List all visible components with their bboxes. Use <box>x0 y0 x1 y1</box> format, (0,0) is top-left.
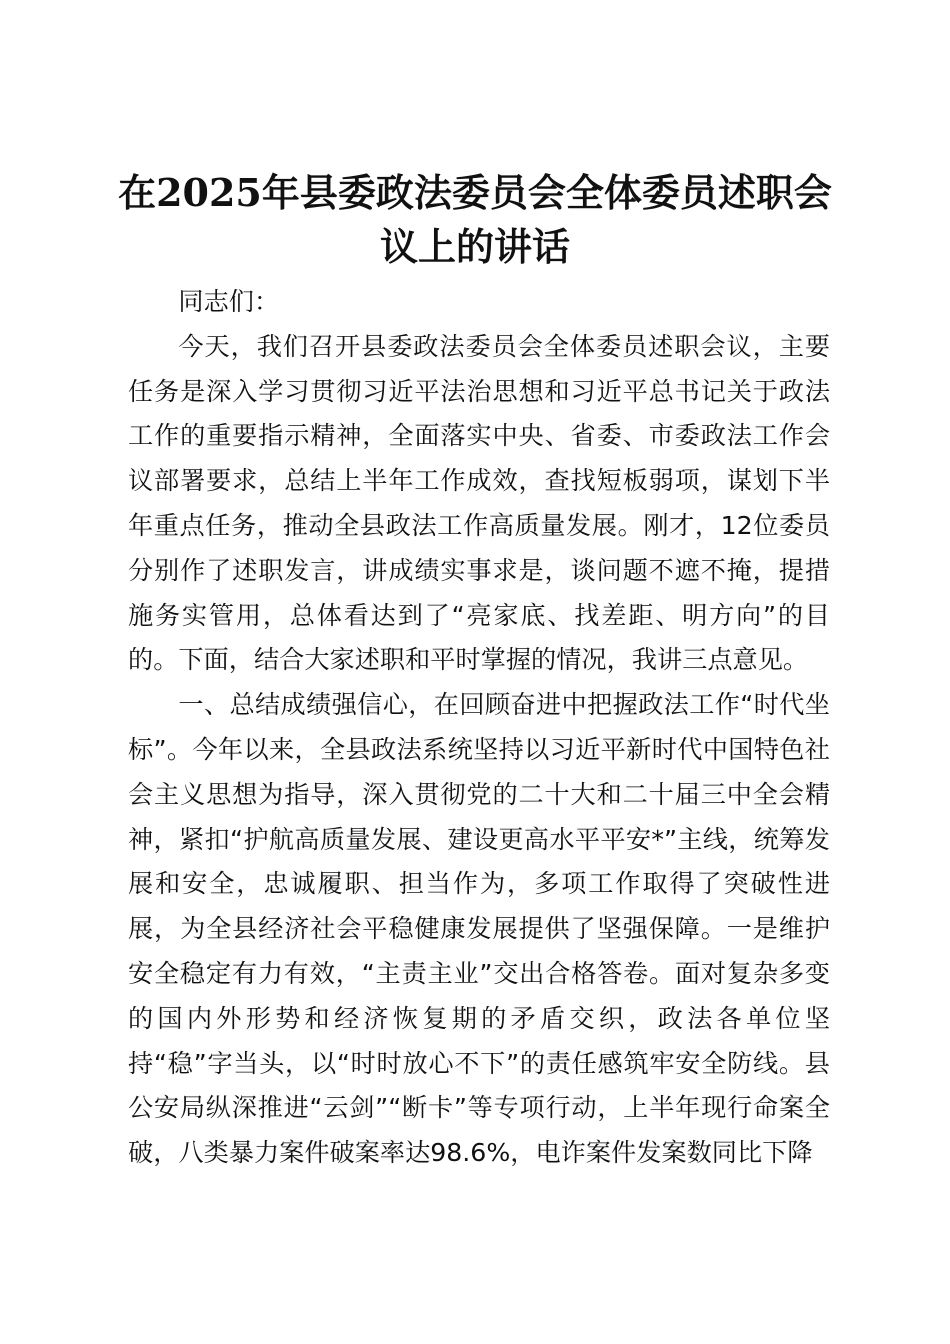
opening-paragraph: 今天，我们召开县委政法委员会全体委员述职会议，主要任务是深入学习贯彻习近平法治思想和习近平总书记关于政法工作的重要指示精神，全面落实中央、省委、市委政法工作会议部署要求，总结上半年工作成效，查找短板弱项，谋划下半年重点任务，推动全县政法工作高质量发展。刚才，12位委员分别作了述职发言，讲成绩实事求是，谈问题不遮不掩，提措施务实管用，总体看达到了“亮家底、找差距、明方向”的目的。下面，结合大家述职和平时掌握的情况，我讲三点意见。 <box>128 331 830 675</box>
section-one-paragraph: 一、总结成绩强信心，在回顾奋进中把握政法工作“时代坐标”。今年以来，全县政法系统坚持以习近平新时代中国特色社会主义思想为指导，深入贯彻党的二十大和二十届三中全会精神，紧扣“护航高质量发展、建设更高水平平安*”主线，统筹发展和安全，忠诚履职、担当作为，多项工作取得了突破性进展，为全县经济社会平稳健康发展提供了坚强保障。一是维护安全稳定有力有效，“主责主业”交出合格答卷。面对复杂多变的国内外形势和经济恢复期的矛盾交织，政法各单位坚持“稳”字当头，以“时时放心不下”的责任感筑牢安全防线。县公安局纵深推进“云剑”“断卡”等专项行动，上半年现行命案全破，八类暴力案件破案率达98.6%，电诈案件发案数同比下降 <box>128 690 830 1168</box>
salutation-paragraph: 同志们： <box>178 287 280 316</box>
document-title: 在2025年县委政法委员会全体委员述职会议上的讲话 <box>118 170 832 269</box>
document-body <box>128 280 830 1176</box>
